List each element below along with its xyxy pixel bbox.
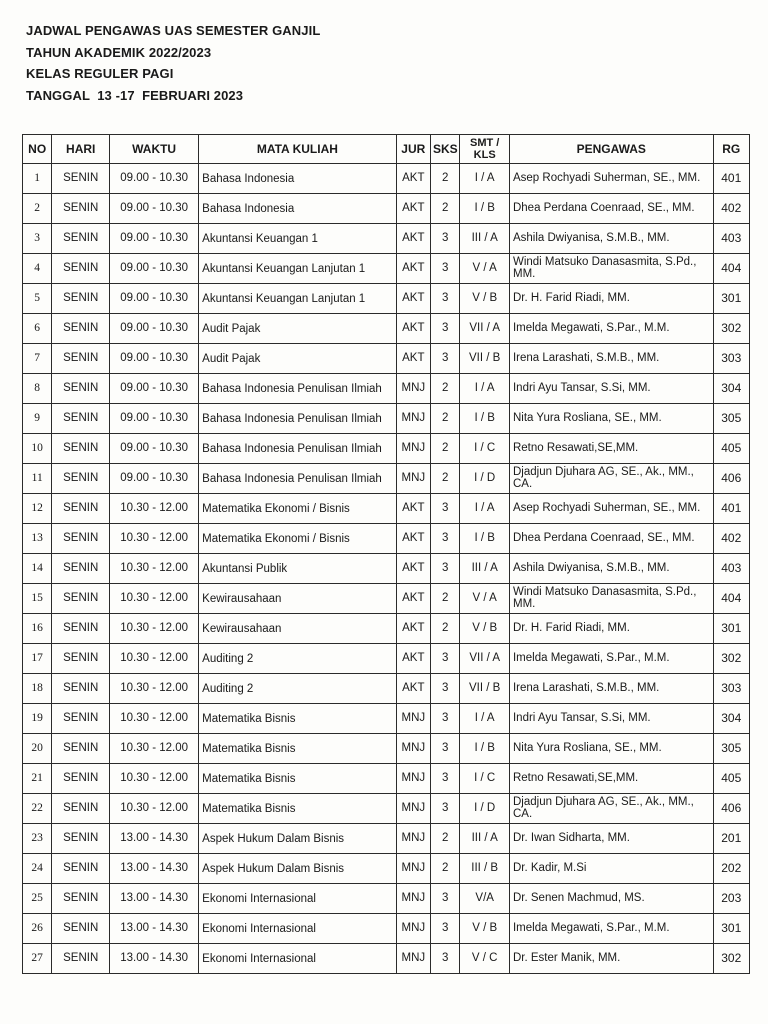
row-jur: MNJ <box>396 884 430 914</box>
row-mata-kuliah: Bahasa Indonesia Penulisan Ilmiah <box>199 464 396 494</box>
row-waktu: 13.00 - 14.30 <box>110 884 199 914</box>
row-mata-kuliah: Akuntansi Keuangan Lanjutan 1 <box>199 254 396 284</box>
row-no: 19 <box>23 704 52 734</box>
table-row <box>23 314 750 344</box>
row-sks: 3 <box>431 254 460 284</box>
row-rg: 406 <box>713 464 750 494</box>
row-waktu: 10.30 - 12.00 <box>110 524 199 554</box>
row-pengawas: Nita Yura Rosliana, SE., MM. <box>509 734 713 764</box>
row-pengawas: Imelda Megawati, S.Par., M.M. <box>509 914 713 944</box>
row-smt-kls: V / C <box>460 944 510 974</box>
row-pengawas: Asep Rochyadi Suherman, SE., MM. <box>509 494 713 524</box>
row-sks: 3 <box>431 734 460 764</box>
row-no: 17 <box>23 644 52 674</box>
row-jur: AKT <box>396 284 430 314</box>
row-mata-kuliah: Auditing 2 <box>199 644 396 674</box>
row-no: 2 <box>23 194 52 224</box>
row-no: 20 <box>23 734 52 764</box>
row-pengawas: Dr. Kadir, M.Si <box>509 854 713 884</box>
row-no: 5 <box>23 284 52 314</box>
table-row <box>23 164 750 194</box>
row-pengawas: Dr. Iwan Sidharta, MM. <box>509 824 713 854</box>
row-hari: SENIN <box>52 524 110 554</box>
col-header-no: NO <box>23 135 52 164</box>
row-sks: 3 <box>431 224 460 254</box>
row-pengawas: Dr. Senen Machmud, MS. <box>509 884 713 914</box>
row-rg: 304 <box>713 704 750 734</box>
row-hari: SENIN <box>52 764 110 794</box>
row-waktu: 09.00 - 10.30 <box>110 434 199 464</box>
row-hari: SENIN <box>52 584 110 614</box>
row-waktu: 10.30 - 12.00 <box>110 494 199 524</box>
row-smt-kls: III / A <box>460 224 510 254</box>
row-hari: SENIN <box>52 344 110 374</box>
row-jur: MNJ <box>396 794 430 824</box>
row-smt-kls: I / D <box>460 794 510 824</box>
row-rg: 302 <box>713 644 750 674</box>
row-mata-kuliah: Kewirausahaan <box>199 584 396 614</box>
row-hari: SENIN <box>52 734 110 764</box>
row-waktu: 09.00 - 10.30 <box>110 164 199 194</box>
row-jur: MNJ <box>396 734 430 764</box>
row-smt-kls: VII / B <box>460 674 510 704</box>
row-waktu: 09.00 - 10.30 <box>110 314 199 344</box>
row-rg: 302 <box>713 944 750 974</box>
row-mata-kuliah: Bahasa Indonesia Penulisan Ilmiah <box>199 434 396 464</box>
row-pengawas: Nita Yura Rosliana, SE., MM. <box>509 404 713 434</box>
row-smt-kls: VII / B <box>460 344 510 374</box>
row-pengawas: Windi Matsuko Danasasmita, S.Pd., MM. <box>509 254 713 284</box>
row-jur: AKT <box>396 674 430 704</box>
row-jur: AKT <box>396 524 430 554</box>
row-pengawas: Indri Ayu Tansar, S.Si, MM. <box>509 374 713 404</box>
row-no: 18 <box>23 674 52 704</box>
row-sks: 3 <box>431 914 460 944</box>
row-pengawas: Djadjun Djuhara AG, SE., Ak., MM., CA. <box>509 464 713 494</box>
row-smt-kls: I / A <box>460 494 510 524</box>
col-header-waktu: WAKTU <box>110 135 199 164</box>
row-rg: 303 <box>713 674 750 704</box>
row-smt-kls: VII / A <box>460 314 510 344</box>
row-rg: 304 <box>713 374 750 404</box>
row-waktu: 13.00 - 14.30 <box>110 944 199 974</box>
row-mata-kuliah: Matematika Ekonomi / Bisnis <box>199 494 396 524</box>
table-row <box>23 434 750 464</box>
row-mata-kuliah: Bahasa Indonesia Penulisan Ilmiah <box>199 374 396 404</box>
row-jur: AKT <box>396 494 430 524</box>
row-smt-kls: I / B <box>460 404 510 434</box>
row-waktu: 09.00 - 10.30 <box>110 224 199 254</box>
table-row <box>23 884 750 914</box>
row-no: 16 <box>23 614 52 644</box>
row-hari: SENIN <box>52 164 110 194</box>
row-hari: SENIN <box>52 674 110 704</box>
row-waktu: 10.30 - 12.00 <box>110 554 199 584</box>
table-row <box>23 584 750 614</box>
row-mata-kuliah: Akuntansi Publik <box>199 554 396 584</box>
row-mata-kuliah: Matematika Bisnis <box>199 704 396 734</box>
row-sks: 3 <box>431 284 460 314</box>
row-sks: 3 <box>431 794 460 824</box>
row-smt-kls: I / A <box>460 164 510 194</box>
row-jur: AKT <box>396 614 430 644</box>
table-row <box>23 944 750 974</box>
row-no: 10 <box>23 434 52 464</box>
row-waktu: 10.30 - 12.00 <box>110 734 199 764</box>
row-sks: 3 <box>431 674 460 704</box>
row-sks: 3 <box>431 314 460 344</box>
table-row <box>23 644 750 674</box>
row-jur: MNJ <box>396 464 430 494</box>
row-hari: SENIN <box>52 884 110 914</box>
row-waktu: 09.00 - 10.30 <box>110 374 199 404</box>
row-hari: SENIN <box>52 254 110 284</box>
table-row <box>23 494 750 524</box>
row-sks: 2 <box>431 194 460 224</box>
row-rg: 402 <box>713 194 750 224</box>
row-pengawas: Retno Resawati,SE,MM. <box>509 764 713 794</box>
row-jur: AKT <box>396 344 430 374</box>
row-sks: 2 <box>431 584 460 614</box>
row-mata-kuliah: Audit Pajak <box>199 344 396 374</box>
table-row <box>23 764 750 794</box>
row-rg: 401 <box>713 164 750 194</box>
row-mata-kuliah: Akuntansi Keuangan Lanjutan 1 <box>199 284 396 314</box>
row-mata-kuliah: Ekonomi Internasional <box>199 944 396 974</box>
row-smt-kls: III / B <box>460 854 510 884</box>
row-waktu: 10.30 - 12.00 <box>110 584 199 614</box>
row-hari: SENIN <box>52 224 110 254</box>
row-jur: MNJ <box>396 764 430 794</box>
row-hari: SENIN <box>52 284 110 314</box>
row-waktu: 09.00 - 10.30 <box>110 344 199 374</box>
row-jur: MNJ <box>396 944 430 974</box>
row-waktu: 10.30 - 12.00 <box>110 674 199 704</box>
row-no: 9 <box>23 404 52 434</box>
row-hari: SENIN <box>52 614 110 644</box>
row-no: 11 <box>23 464 52 494</box>
row-hari: SENIN <box>52 404 110 434</box>
row-sks: 2 <box>431 614 460 644</box>
row-hari: SENIN <box>52 824 110 854</box>
row-jur: AKT <box>396 194 430 224</box>
row-pengawas: Dr. H. Farid Riadi, MM. <box>509 614 713 644</box>
row-mata-kuliah: Ekonomi Internasional <box>199 884 396 914</box>
table-row <box>23 404 750 434</box>
row-smt-kls: I / C <box>460 434 510 464</box>
row-no: 14 <box>23 554 52 584</box>
row-no: 24 <box>23 854 52 884</box>
table-row <box>23 224 750 254</box>
row-smt-kls: V / B <box>460 614 510 644</box>
row-waktu: 13.00 - 14.30 <box>110 854 199 884</box>
row-pengawas: Indri Ayu Tansar, S.Si, MM. <box>509 704 713 734</box>
exam-date: TANGGAL 13 -17 FEBRUARI 2023 <box>26 87 244 103</box>
row-mata-kuliah: Bahasa Indonesia Penulisan Ilmiah <box>199 404 396 434</box>
row-no: 21 <box>23 764 52 794</box>
table-row <box>23 854 750 884</box>
table-row <box>23 344 750 374</box>
row-smt-kls: V / B <box>460 284 510 314</box>
row-smt-kls: I / B <box>460 734 510 764</box>
row-rg: 406 <box>713 794 750 824</box>
row-rg: 302 <box>713 314 750 344</box>
row-sks: 2 <box>431 374 460 404</box>
row-hari: SENIN <box>52 464 110 494</box>
row-rg: 404 <box>713 254 750 284</box>
row-mata-kuliah: Matematika Ekonomi / Bisnis <box>199 524 396 554</box>
row-no: 26 <box>23 914 52 944</box>
col-header-jur: JUR <box>396 135 430 164</box>
row-waktu: 10.30 - 12.00 <box>110 794 199 824</box>
row-jur: MNJ <box>396 914 430 944</box>
row-jur: AKT <box>396 254 430 284</box>
row-sks: 2 <box>431 434 460 464</box>
row-jur: AKT <box>396 224 430 254</box>
row-hari: SENIN <box>52 854 110 884</box>
row-sks: 2 <box>431 164 460 194</box>
row-rg: 305 <box>713 404 750 434</box>
row-smt-kls: V / A <box>460 584 510 614</box>
row-hari: SENIN <box>52 644 110 674</box>
row-pengawas: Ashila Dwiyanisa, S.M.B., MM. <box>509 554 713 584</box>
row-mata-kuliah: Matematika Bisnis <box>199 734 396 764</box>
row-pengawas: Imelda Megawati, S.Par., M.M. <box>509 314 713 344</box>
row-no: 6 <box>23 314 52 344</box>
schedule-table <box>22 134 750 974</box>
row-mata-kuliah: Matematika Bisnis <box>199 764 396 794</box>
row-waktu: 09.00 - 10.30 <box>110 254 199 284</box>
row-pengawas: Dr. Ester Manik, MM. <box>509 944 713 974</box>
row-rg: 202 <box>713 854 750 884</box>
row-hari: SENIN <box>52 314 110 344</box>
row-rg: 403 <box>713 554 750 584</box>
row-smt-kls: I / C <box>460 764 510 794</box>
row-jur: AKT <box>396 164 430 194</box>
row-no: 13 <box>23 524 52 554</box>
row-hari: SENIN <box>52 194 110 224</box>
row-no: 4 <box>23 254 52 284</box>
row-no: 22 <box>23 794 52 824</box>
col-header-smt-kls: SMT / KLS <box>460 135 510 164</box>
row-no: 1 <box>23 164 52 194</box>
row-sks: 2 <box>431 464 460 494</box>
row-mata-kuliah: Matematika Bisnis <box>199 794 396 824</box>
row-hari: SENIN <box>52 944 110 974</box>
col-header-mata-kuliah: MATA KULIAH <box>199 135 396 164</box>
row-mata-kuliah: Aspek Hukum Dalam Bisnis <box>199 824 396 854</box>
row-waktu: 09.00 - 10.30 <box>110 284 199 314</box>
table-row <box>23 704 750 734</box>
table-row <box>23 254 750 284</box>
row-pengawas: Imelda Megawati, S.Par., M.M. <box>509 644 713 674</box>
row-pengawas: Ashila Dwiyanisa, S.M.B., MM. <box>509 224 713 254</box>
row-rg: 402 <box>713 524 750 554</box>
table-row <box>23 674 750 704</box>
table-row <box>23 194 750 224</box>
col-header-sks: SKS <box>431 135 460 164</box>
row-sks: 3 <box>431 344 460 374</box>
row-waktu: 10.30 - 12.00 <box>110 614 199 644</box>
document-title: JADWAL PENGAWAS UAS SEMESTER GANJIL <box>26 23 321 38</box>
table-header-row <box>23 135 750 164</box>
row-waktu: 10.30 - 12.00 <box>110 644 199 674</box>
row-waktu: 13.00 - 14.30 <box>110 824 199 854</box>
row-jur: MNJ <box>396 404 430 434</box>
row-mata-kuliah: Bahasa Indonesia <box>199 164 396 194</box>
row-no: 12 <box>23 494 52 524</box>
row-mata-kuliah: Kewirausahaan <box>199 614 396 644</box>
row-sks: 2 <box>431 824 460 854</box>
row-sks: 3 <box>431 494 460 524</box>
row-rg: 401 <box>713 494 750 524</box>
row-smt-kls: III / A <box>460 824 510 854</box>
row-no: 8 <box>23 374 52 404</box>
row-hari: SENIN <box>52 704 110 734</box>
row-no: 25 <box>23 884 52 914</box>
row-jur: AKT <box>396 584 430 614</box>
row-sks: 3 <box>431 944 460 974</box>
row-smt-kls: I / D <box>460 464 510 494</box>
table-row <box>23 374 750 404</box>
row-sks: 3 <box>431 524 460 554</box>
row-rg: 404 <box>713 584 750 614</box>
row-smt-kls: I / B <box>460 194 510 224</box>
table-row <box>23 734 750 764</box>
row-pengawas: Irena Larashati, S.M.B., MM. <box>509 344 713 374</box>
row-rg: 201 <box>713 824 750 854</box>
row-jur: MNJ <box>396 374 430 404</box>
row-waktu: 09.00 - 10.30 <box>110 194 199 224</box>
row-no: 3 <box>23 224 52 254</box>
row-smt-kls: III / A <box>460 554 510 584</box>
row-pengawas: Asep Rochyadi Suherman, SE., MM. <box>509 164 713 194</box>
row-hari: SENIN <box>52 914 110 944</box>
row-sks: 3 <box>431 554 460 584</box>
academic-year: TAHUN AKADEMIK 2022/2023 <box>26 44 212 60</box>
row-mata-kuliah: Akuntansi Keuangan 1 <box>199 224 396 254</box>
row-smt-kls: V / B <box>460 914 510 944</box>
row-rg: 301 <box>713 614 750 644</box>
table-row <box>23 554 750 584</box>
class-type: KELAS REGULER PAGI <box>26 66 174 81</box>
row-mata-kuliah: Aspek Hukum Dalam Bisnis <box>199 854 396 884</box>
row-rg: 305 <box>713 734 750 764</box>
row-rg: 301 <box>713 284 750 314</box>
row-smt-kls: I / A <box>460 374 510 404</box>
row-mata-kuliah: Ekonomi Internasional <box>199 914 396 944</box>
table-row <box>23 524 750 554</box>
row-waktu: 13.00 - 14.30 <box>110 914 199 944</box>
table-row <box>23 794 750 824</box>
row-rg: 405 <box>713 434 750 464</box>
row-hari: SENIN <box>52 794 110 824</box>
row-no: 15 <box>23 584 52 614</box>
row-sks: 2 <box>431 404 460 434</box>
row-jur: AKT <box>396 554 430 584</box>
row-smt-kls: I / B <box>460 524 510 554</box>
row-hari: SENIN <box>52 494 110 524</box>
row-rg: 303 <box>713 344 750 374</box>
col-header-hari: HARI <box>52 135 110 164</box>
row-jur: MNJ <box>396 824 430 854</box>
row-jur: MNJ <box>396 854 430 884</box>
row-mata-kuliah: Auditing 2 <box>199 674 396 704</box>
row-smt-kls: VII / A <box>460 644 510 674</box>
row-sks: 2 <box>431 854 460 884</box>
row-hari: SENIN <box>52 434 110 464</box>
row-sks: 3 <box>431 704 460 734</box>
row-no: 7 <box>23 344 52 374</box>
document-header <box>26 20 320 106</box>
row-waktu: 09.00 - 10.30 <box>110 404 199 434</box>
table-row <box>23 614 750 644</box>
row-rg: 203 <box>713 884 750 914</box>
row-smt-kls: V / A <box>460 254 510 284</box>
row-pengawas: Dhea Perdana Coenraad, SE., MM. <box>509 194 713 224</box>
row-sks: 3 <box>431 644 460 674</box>
row-pengawas: Dhea Perdana Coenraad, SE., MM. <box>509 524 713 554</box>
row-rg: 403 <box>713 224 750 254</box>
row-no: 27 <box>23 944 52 974</box>
row-hari: SENIN <box>52 374 110 404</box>
col-header-rg: RG <box>713 135 750 164</box>
row-sks: 3 <box>431 884 460 914</box>
row-mata-kuliah: Bahasa Indonesia <box>199 194 396 224</box>
row-waktu: 10.30 - 12.00 <box>110 764 199 794</box>
row-waktu: 10.30 - 12.00 <box>110 704 199 734</box>
row-rg: 301 <box>713 914 750 944</box>
table-row <box>23 914 750 944</box>
row-jur: MNJ <box>396 704 430 734</box>
col-header-pengawas: PENGAWAS <box>509 135 713 164</box>
row-mata-kuliah: Audit Pajak <box>199 314 396 344</box>
table-row <box>23 464 750 494</box>
table-row <box>23 824 750 854</box>
row-smt-kls: V/A <box>460 884 510 914</box>
row-pengawas: Retno Resawati,SE,MM. <box>509 434 713 464</box>
row-pengawas: Dr. H. Farid Riadi, MM. <box>509 284 713 314</box>
row-hari: SENIN <box>52 554 110 584</box>
row-jur: AKT <box>396 314 430 344</box>
row-sks: 3 <box>431 764 460 794</box>
row-pengawas: Windi Matsuko Danasasmita, S.Pd., MM. <box>509 584 713 614</box>
row-waktu: 09.00 - 10.30 <box>110 464 199 494</box>
row-smt-kls: I / A <box>460 704 510 734</box>
row-no: 23 <box>23 824 52 854</box>
row-pengawas: Irena Larashati, S.M.B., MM. <box>509 674 713 704</box>
row-rg: 405 <box>713 764 750 794</box>
row-jur: AKT <box>396 644 430 674</box>
row-jur: MNJ <box>396 434 430 464</box>
row-pengawas: Djadjun Djuhara AG, SE., Ak., MM., CA. <box>509 794 713 824</box>
table-row <box>23 284 750 314</box>
